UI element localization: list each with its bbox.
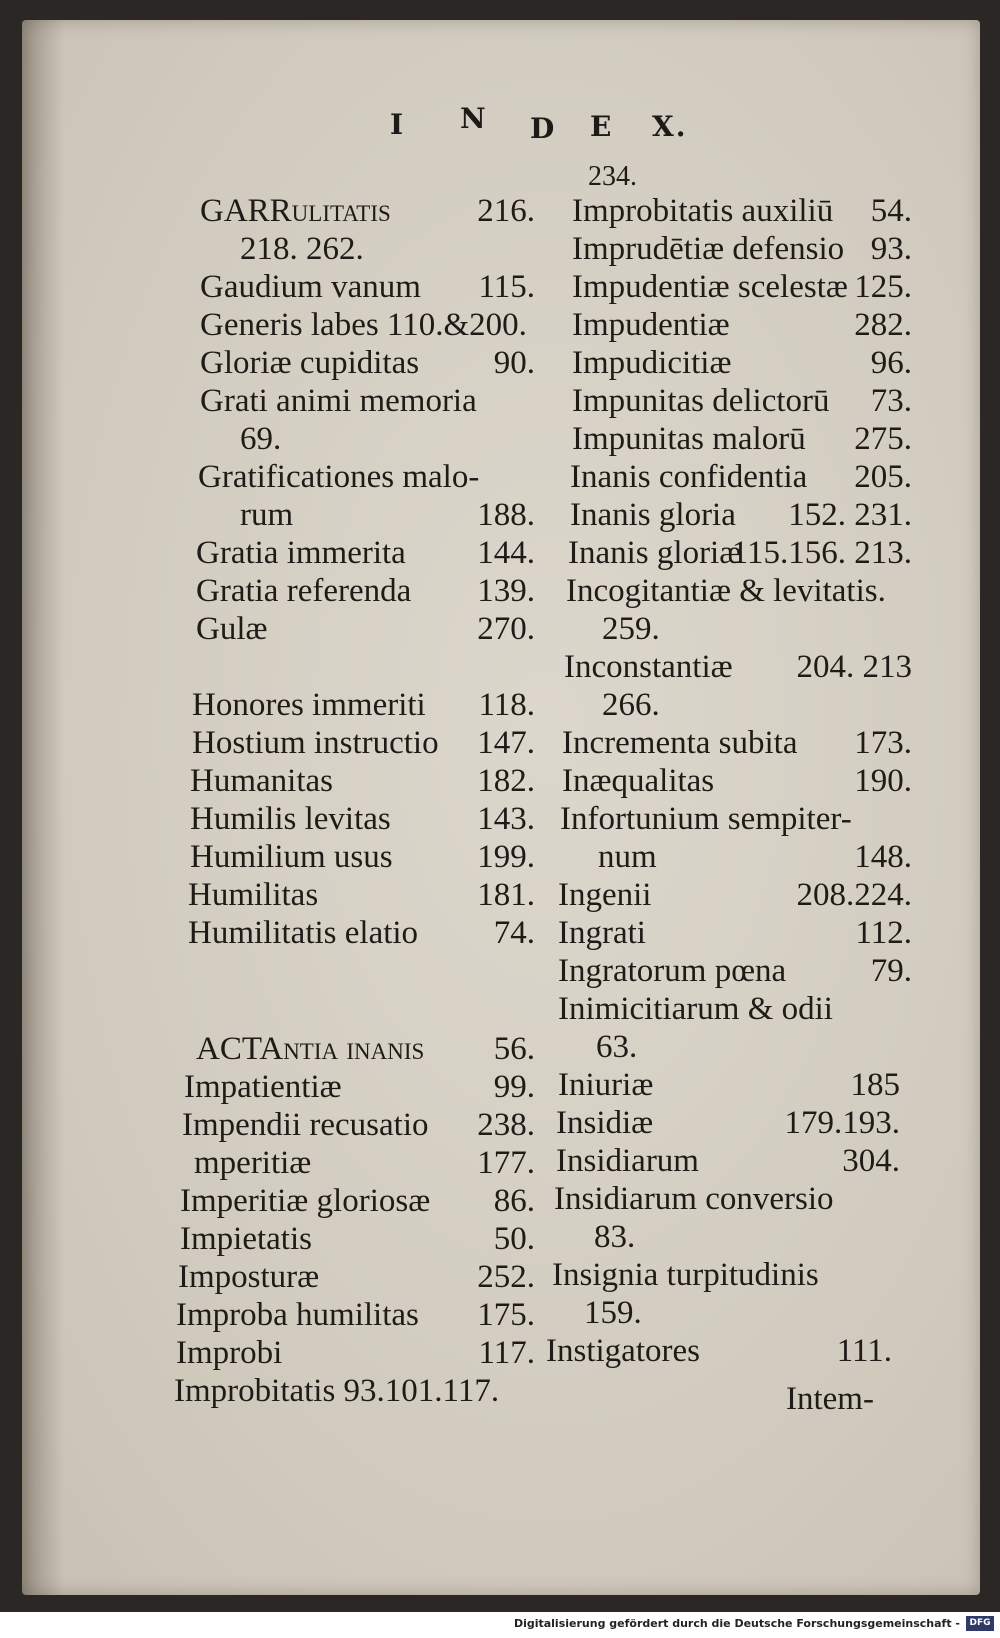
entry-pages: 143. bbox=[477, 801, 535, 837]
entry-pages: 74. bbox=[493, 915, 535, 951]
entry-term: Inconstantiæ bbox=[564, 649, 733, 685]
entry-pages: 175. bbox=[477, 1297, 535, 1333]
entry-pages: 112. bbox=[855, 915, 912, 951]
entry-pages: 208.224. bbox=[796, 877, 912, 913]
entry-pages: 181. bbox=[477, 877, 535, 913]
entry-pages: 139. bbox=[477, 573, 535, 609]
entry-term: Improbitatis auxiliū bbox=[572, 193, 834, 229]
index-entry bbox=[184, 1068, 535, 1106]
index-entry bbox=[570, 496, 912, 534]
index-entry bbox=[190, 762, 535, 800]
entry-continuation: 259. bbox=[602, 611, 660, 647]
entry-term: Impudentiæ scelestæ bbox=[572, 269, 848, 305]
entry-pages: 179.193. bbox=[784, 1105, 900, 1141]
index-entry bbox=[196, 610, 535, 648]
entry-term: Humanitas bbox=[190, 763, 333, 799]
index-entry bbox=[572, 344, 912, 382]
index-entry bbox=[552, 1256, 900, 1294]
entry-continuation: 159. bbox=[584, 1295, 642, 1331]
entry-pages: 115.156. 213. bbox=[731, 535, 912, 571]
index-entry bbox=[200, 382, 535, 420]
entry-pages: 96. bbox=[870, 345, 912, 381]
header-letter: E bbox=[590, 110, 614, 143]
entry-term: Generis labes 110.&200. bbox=[200, 307, 527, 343]
entry-pages: 270. bbox=[477, 611, 535, 647]
index-entry bbox=[182, 1106, 535, 1144]
index-entry bbox=[598, 838, 912, 876]
entry-term: Gloriæ cupiditas bbox=[200, 345, 420, 381]
funding-notice: Digitalisierung gefördert durch die Deutsche Forschungsgemeinschaft - bbox=[513, 1617, 960, 1630]
entry-pages: 56. bbox=[493, 1031, 535, 1067]
entry-term: Grati animi memoria bbox=[200, 383, 477, 419]
entry-term: Iniuriæ bbox=[558, 1067, 654, 1103]
entry-term: Ingrati bbox=[558, 915, 646, 951]
index-entry bbox=[572, 420, 912, 458]
index-entry bbox=[572, 382, 912, 420]
entry-pages: 79. bbox=[870, 953, 912, 989]
entry-term: Inanis gloria bbox=[570, 497, 736, 533]
entry-pages: 177. bbox=[477, 1145, 535, 1181]
index-entry bbox=[188, 914, 535, 952]
entry-pages: 93. bbox=[870, 231, 912, 267]
index-entry bbox=[558, 1066, 900, 1104]
entry-pages: 147. bbox=[477, 725, 535, 761]
entry-term: Gaudium vanum bbox=[200, 269, 421, 305]
entry-pages: 282. bbox=[854, 307, 912, 343]
header-page-fragment: 234. bbox=[588, 161, 637, 192]
header-letter: I bbox=[390, 108, 406, 141]
index-entry bbox=[570, 458, 912, 496]
catchword: Intem- bbox=[786, 1381, 874, 1417]
index-entry bbox=[562, 762, 912, 800]
entry-term: Imprudētiæ defensio bbox=[572, 231, 845, 267]
entry-term: Incrementa subita bbox=[562, 725, 798, 761]
index-entry bbox=[192, 724, 535, 762]
entry-term: Hostium instructio bbox=[192, 725, 439, 761]
index-entry bbox=[180, 1182, 535, 1220]
footer-bar bbox=[0, 1612, 1000, 1638]
entry-term: ACTAntia inanis bbox=[196, 1031, 425, 1067]
index-entry bbox=[200, 344, 535, 382]
entry-pages: 144. bbox=[477, 535, 535, 571]
entry-term: num bbox=[598, 839, 657, 875]
index-entry bbox=[194, 1144, 535, 1182]
index-entry bbox=[190, 838, 535, 876]
entry-term: Impudicitiæ bbox=[572, 345, 732, 381]
index-entry bbox=[200, 192, 535, 230]
entry-pages: 205. bbox=[854, 459, 912, 495]
entry-pages: 90. bbox=[493, 345, 535, 381]
entry-pages: 238. bbox=[477, 1107, 535, 1143]
entry-pages: 118. bbox=[478, 687, 535, 723]
entry-term: Gratificationes malo- bbox=[198, 459, 480, 495]
index-entry bbox=[240, 496, 535, 534]
index-entry bbox=[572, 268, 912, 306]
index-entry bbox=[564, 648, 912, 686]
entry-term: Improbitatis 93.101.117. bbox=[174, 1373, 500, 1409]
entry-pages: 204. 213 bbox=[796, 649, 912, 685]
index-entry bbox=[572, 306, 912, 344]
index-entry bbox=[560, 800, 912, 838]
index-entry bbox=[176, 1334, 535, 1372]
entry-term: Gratia referenda bbox=[196, 573, 412, 609]
entry-pages: 115. bbox=[478, 269, 535, 305]
entry-pages: 152. 231. bbox=[788, 497, 912, 533]
entry-term: Gratia immerita bbox=[196, 535, 406, 571]
index-entry bbox=[196, 1030, 535, 1068]
entry-pages: 148. bbox=[854, 839, 912, 875]
index-entry bbox=[556, 1104, 900, 1142]
entry-term: mperitiæ bbox=[194, 1145, 312, 1181]
entry-term: Inanis confidentia bbox=[570, 459, 808, 495]
entry-pages: 216. bbox=[477, 193, 535, 229]
index-entry bbox=[178, 1258, 535, 1296]
index-entry bbox=[566, 572, 912, 610]
index-entry bbox=[556, 1142, 900, 1180]
entry-continuation: 218. 262. bbox=[240, 231, 364, 267]
entry-pages: 86. bbox=[493, 1183, 535, 1219]
index-entry bbox=[190, 800, 535, 838]
entry-pages: 199. bbox=[477, 839, 535, 875]
entry-pages: 188. bbox=[477, 497, 535, 533]
entry-pages: 54. bbox=[870, 193, 912, 229]
index-entry bbox=[562, 724, 912, 762]
entry-term: Improbi bbox=[176, 1335, 283, 1371]
index-entry bbox=[176, 1296, 535, 1334]
entry-pages: 182. bbox=[477, 763, 535, 799]
entry-term: Inæqualitas bbox=[562, 763, 715, 799]
entry-continuation: 83. bbox=[594, 1219, 636, 1255]
index-entry bbox=[196, 572, 535, 610]
entry-term: Improba humilitas bbox=[176, 1297, 419, 1333]
entry-term: Insignia turpitudinis bbox=[552, 1257, 819, 1293]
entry-term: Humilium usus bbox=[190, 839, 393, 875]
entry-term: Imposturæ bbox=[178, 1259, 320, 1295]
entry-pages: 111. bbox=[836, 1333, 892, 1369]
entry-term: Impietatis bbox=[180, 1221, 312, 1257]
entry-term: Humilitatis elatio bbox=[188, 915, 419, 951]
entry-term: Impendii recusatio bbox=[182, 1107, 429, 1143]
entry-term: Ingenii bbox=[558, 877, 652, 913]
entry-term: Insidiæ bbox=[556, 1105, 654, 1141]
entry-pages: 50. bbox=[493, 1221, 535, 1257]
entry-pages: 117. bbox=[478, 1335, 535, 1371]
entry-pages: 99. bbox=[493, 1069, 535, 1105]
entry-continuation: 69. bbox=[240, 421, 282, 457]
entry-term: Impudentiæ bbox=[572, 307, 730, 343]
entry-term: Imperitiæ gloriosæ bbox=[180, 1183, 431, 1219]
entry-term: Impunitas malorū bbox=[572, 421, 806, 457]
header-letter: X. bbox=[652, 110, 688, 143]
index-entry bbox=[188, 876, 535, 914]
index-entry bbox=[558, 990, 912, 1028]
entry-term: Gulæ bbox=[196, 611, 268, 647]
entry-pages: 73. bbox=[870, 383, 912, 419]
entry-term: Inanis gloriæ bbox=[568, 535, 742, 571]
entry-term: Humilitas bbox=[188, 877, 319, 913]
entry-pages: 252. bbox=[477, 1259, 535, 1295]
dfg-logo-icon: DFG bbox=[966, 1616, 994, 1631]
entry-pages: 304. bbox=[842, 1143, 900, 1179]
entry-term: Infortunium sempiter- bbox=[560, 801, 852, 837]
entry-term: Impatientiæ bbox=[184, 1069, 342, 1105]
index-entry bbox=[554, 1180, 900, 1218]
index-entry bbox=[196, 534, 535, 572]
index-entry bbox=[180, 1220, 535, 1258]
header-letter: D bbox=[530, 112, 557, 145]
entry-pages: 173. bbox=[854, 725, 912, 761]
entry-term: Incogitantiæ & levitatis. bbox=[566, 573, 886, 609]
entry-term: rum bbox=[240, 497, 294, 533]
index-entry bbox=[558, 876, 912, 914]
index-entry bbox=[572, 192, 912, 230]
header-letter: N bbox=[460, 102, 488, 135]
entry-pages: 125. bbox=[854, 269, 912, 305]
index-entry bbox=[568, 534, 912, 572]
index-entry bbox=[546, 1332, 892, 1370]
entry-term: Impunitas delictorū bbox=[572, 383, 830, 419]
index-entry bbox=[558, 952, 912, 990]
entry-pages: 275. bbox=[854, 421, 912, 457]
index-entry bbox=[192, 686, 535, 724]
index-entry bbox=[558, 914, 912, 952]
entry-term: Inimicitiarum & odii bbox=[558, 991, 833, 1027]
index-entry bbox=[572, 230, 912, 268]
index-entry bbox=[174, 1372, 535, 1410]
entry-continuation: 63. bbox=[596, 1029, 638, 1065]
entry-term: Honores immeriti bbox=[192, 687, 426, 723]
entry-term: Humilis levitas bbox=[190, 801, 391, 837]
entry-term: Insidiarum bbox=[556, 1143, 699, 1179]
entry-term: Instigatores bbox=[546, 1333, 700, 1369]
entry-continuation: 266. bbox=[602, 687, 660, 723]
entry-term: GARRulitatis bbox=[200, 193, 391, 229]
index-entry bbox=[200, 306, 535, 344]
page-gutter-shadow bbox=[22, 20, 64, 1595]
entry-pages: 190. bbox=[854, 763, 912, 799]
index-entry bbox=[200, 268, 535, 306]
entry-term: Ingratorum pœna bbox=[558, 953, 787, 989]
entry-term: Insidiarum conversio bbox=[554, 1181, 834, 1217]
entry-pages: 185 bbox=[850, 1067, 900, 1103]
index-entry bbox=[198, 458, 535, 496]
